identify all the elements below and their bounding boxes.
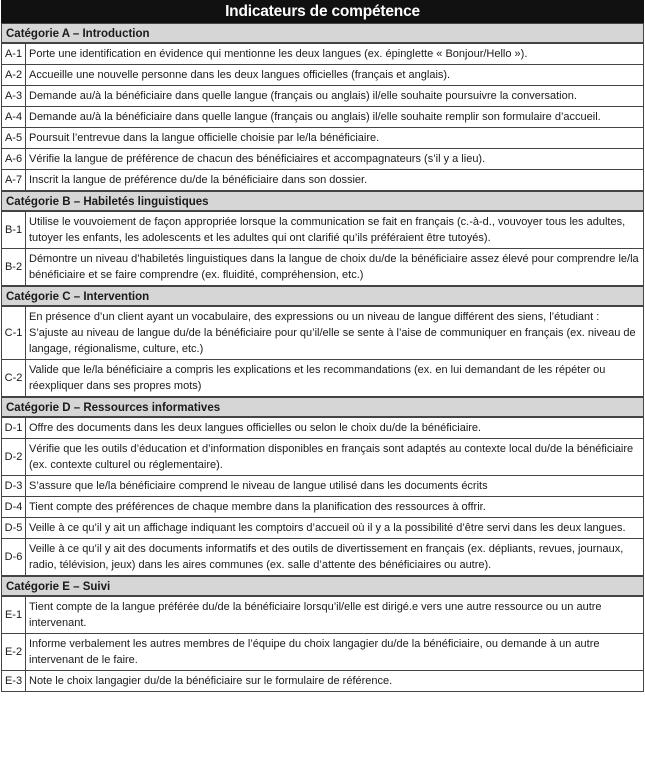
indicator-text: Démontre un niveau d’habiletés linguistiques dans la langue de choix du/de la bénéficiaire assez élevé pour comprendre le/la bénéficiaire et se faire comprendre (ex. fluidité, compréhension, etc.) bbox=[26, 249, 644, 286]
indicator-text: Accueille une nouvelle personne dans les deux langues officielles (français et anglais). bbox=[26, 65, 644, 86]
indicator-code: A-2 bbox=[2, 65, 26, 86]
category-header: Catégorie A – Introduction bbox=[1, 23, 644, 43]
indicator-text: Note le choix langagier du/de la bénéficiaire sur le formulaire de référence. bbox=[26, 671, 644, 692]
indicator-text: Tient compte des préférences de chaque membre dans la planification des ressources à offrir. bbox=[26, 497, 644, 518]
indicator-row bbox=[2, 539, 644, 576]
indicator-code: A-6 bbox=[2, 149, 26, 170]
indicator-row bbox=[2, 65, 644, 86]
indicator-row bbox=[2, 212, 644, 249]
indicator-row bbox=[2, 249, 644, 286]
indicator-code: B-2 bbox=[2, 249, 26, 286]
indicator-code: E-2 bbox=[2, 634, 26, 671]
indicator-code: E-1 bbox=[2, 597, 26, 634]
indicator-text: Vérifie la langue de préférence de chacun des bénéficiaires et accompagnateurs (s’il y a lieu). bbox=[26, 149, 644, 170]
indicator-text: Informe verbalement les autres membres de l’équipe du choix langagier du/de la bénéficiaire, ou demande à un autre intervenant de le faire. bbox=[26, 634, 644, 671]
indicator-text: Veille à ce qu’il y ait un affichage indiquant les comptoirs d’accueil où il y a la possibilité d’être servi dans les deux langues. bbox=[26, 518, 644, 539]
indicator-text: Inscrit la langue de préférence du/de la bénéficiaire dans son dossier. bbox=[26, 170, 644, 191]
indicator-text: Utilise le vouvoiement de façon appropriée lorsque la communication se fait en français (c.-à-d., vouvoyer tous les adultes, tutoyer les enfants, les adolescents et les adultes qui ont clarifié qu’ils préféraient être tutoyés). bbox=[26, 212, 644, 249]
indicator-code: C-1 bbox=[2, 307, 26, 360]
indicator-row bbox=[2, 360, 644, 397]
indicator-code: A-1 bbox=[2, 44, 26, 65]
indicator-text: Demande au/à la bénéficiaire dans quelle langue (français ou anglais) il/elle souhaite poursuivre la conversation. bbox=[26, 86, 644, 107]
indicator-text: Vérifie que les outils d’éducation et d’information disponibles en français sont adaptés au contexte local du/de la bénéficiaire (ex. contexte culturel ou réglementaire). bbox=[26, 439, 644, 476]
indicator-row bbox=[2, 170, 644, 191]
indicator-row bbox=[2, 439, 644, 476]
indicator-text: Tient compte de la langue préférée du/de la bénéficiaire lorsqu’il/elle est dirigé.e vers une autre ressource ou un autre intervenant. bbox=[26, 597, 644, 634]
indicator-code: D-5 bbox=[2, 518, 26, 539]
indicator-text: Offre des documents dans les deux langues officielles ou selon le choix du/de la bénéficiaire. bbox=[26, 418, 644, 439]
indicator-code: D-3 bbox=[2, 476, 26, 497]
indicator-row bbox=[2, 597, 644, 634]
category-header: Catégorie E – Suivi bbox=[1, 576, 644, 596]
indicator-code: D-6 bbox=[2, 539, 26, 576]
indicator-code: C-2 bbox=[2, 360, 26, 397]
category-items-table bbox=[1, 306, 644, 397]
competency-indicators-document bbox=[1, 0, 644, 692]
indicator-code: D-4 bbox=[2, 497, 26, 518]
indicator-row bbox=[2, 476, 644, 497]
indicator-code: E-3 bbox=[2, 671, 26, 692]
category-items-table bbox=[1, 43, 644, 191]
indicator-text: Valide que le/la bénéficiaire a compris les explications et les recommandations (ex. en lui demandant de les répéter ou réexpliquer dans ses propres mots) bbox=[26, 360, 644, 397]
indicator-row bbox=[2, 107, 644, 128]
category-header: Catégorie C – Intervention bbox=[1, 286, 644, 306]
indicator-code: A-3 bbox=[2, 86, 26, 107]
indicator-row bbox=[2, 518, 644, 539]
indicator-code: A-4 bbox=[2, 107, 26, 128]
indicator-row bbox=[2, 497, 644, 518]
indicator-code: B-1 bbox=[2, 212, 26, 249]
indicator-text: Veille à ce qu’il y ait des documents informatifs et des outils de divertissement en français (ex. dépliants, revues, journaux, radio, télévision, jeux) dans les aires communes (ex. salle d’attente des bénéficiaires ou autre). bbox=[26, 539, 644, 576]
indicator-code: A-5 bbox=[2, 128, 26, 149]
indicator-row bbox=[2, 44, 644, 65]
indicator-code: A-7 bbox=[2, 170, 26, 191]
category-items-table bbox=[1, 211, 644, 286]
indicator-text: Demande au/à la bénéficiaire dans quelle langue (français ou anglais) il/elle souhaite remplir son formulaire d’accueil. bbox=[26, 107, 644, 128]
indicator-code: D-2 bbox=[2, 439, 26, 476]
indicator-row bbox=[2, 128, 644, 149]
indicator-row bbox=[2, 149, 644, 170]
indicator-text: Poursuit l’entrevue dans la langue officielle choisie par le/la bénéficiaire. bbox=[26, 128, 644, 149]
indicator-text: En présence d’un client ayant un vocabulaire, des expressions ou un niveau de langue différent des siens, l’étudiant : S’ajuste au niveau de langue du/de la bénéficiaire pour qu’il/elle se sente à l’aise de communiquer en français (ex. niveau de langage, régionalisme, culture, etc.) bbox=[26, 307, 644, 360]
document-title: Indicateurs de compétence bbox=[1, 0, 644, 23]
category-items-table bbox=[1, 596, 644, 692]
indicator-text: Porte une identification en évidence qui mentionne les deux langues (ex. épinglette « Bonjour/Hello »). bbox=[26, 44, 644, 65]
categories-container bbox=[1, 23, 644, 692]
category-header: Catégorie B – Habiletés linguistiques bbox=[1, 191, 644, 211]
indicator-row bbox=[2, 634, 644, 671]
indicator-text: S’assure que le/la bénéficiaire comprend le niveau de langue utilisé dans les documents écrits bbox=[26, 476, 644, 497]
indicator-row bbox=[2, 418, 644, 439]
indicator-code: D-1 bbox=[2, 418, 26, 439]
indicator-row bbox=[2, 86, 644, 107]
category-header: Catégorie D – Ressources informatives bbox=[1, 397, 644, 417]
category-items-table bbox=[1, 417, 644, 576]
indicator-row bbox=[2, 671, 644, 692]
indicator-row bbox=[2, 307, 644, 360]
